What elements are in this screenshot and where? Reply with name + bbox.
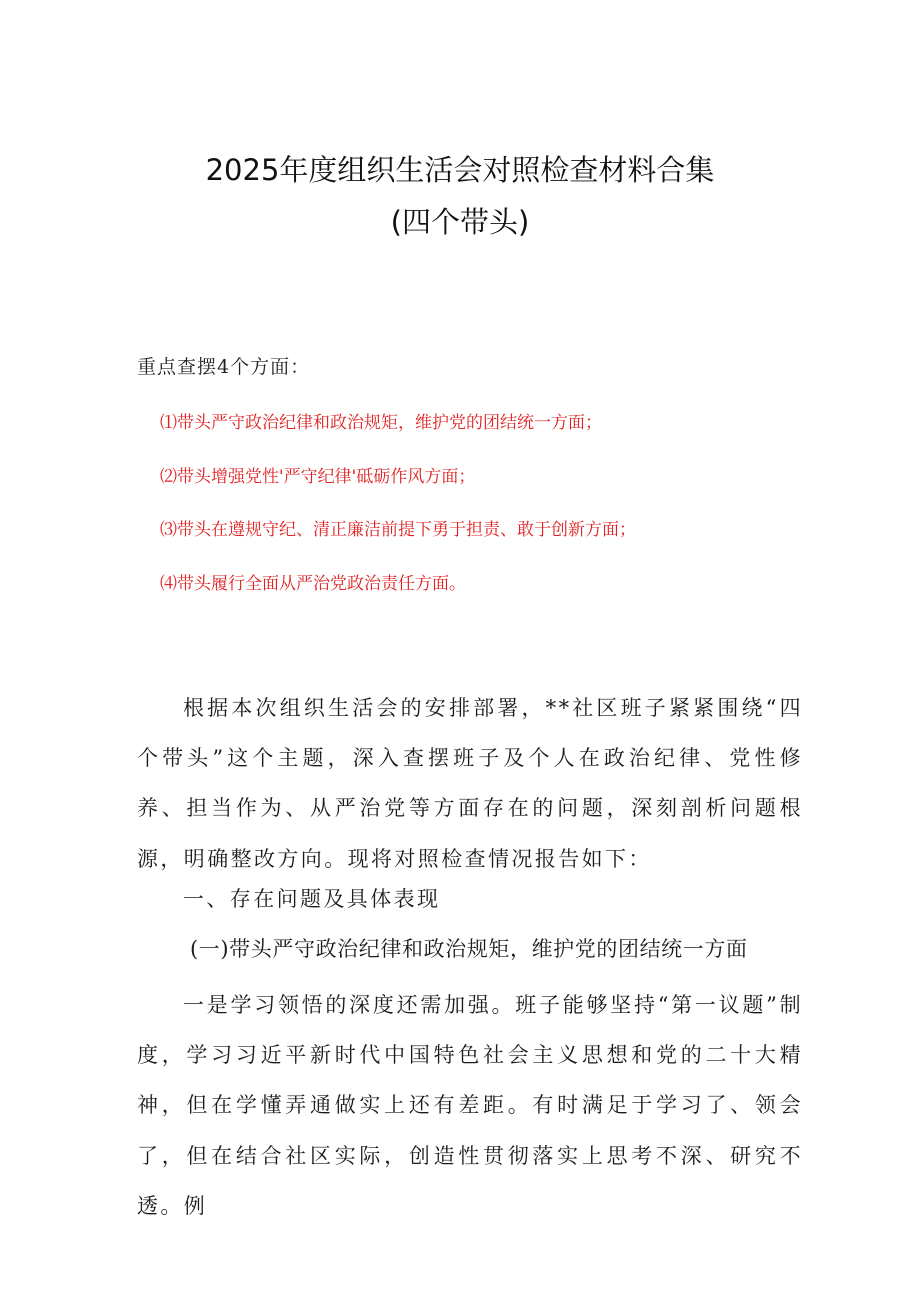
focus-heading: 重点查摆4个方面：: [137, 356, 311, 378]
focus-list: [160, 412, 636, 626]
intro-paragraph: 根据本次组织生活会的安排部署，**社区班子紧紧围绕“四个带头”这个主题，深入查摆班子及个人在政治纪律、党性修养、担当作为、从严治党等方面存在的问题，深刻剖析问题根源，明确整改方向。现将对照检查情况报告如下：: [137, 696, 803, 871]
subsection-heading: (一)带头严守政治纪律和政治规矩，维护党的团结统一方面: [190, 937, 748, 961]
section-heading: 一、存在问题及具体表现: [183, 887, 441, 911]
document-subtitle: (四个带头): [390, 205, 530, 239]
document-title: 2025年度组织生活会对照检查材料合集: [205, 153, 715, 187]
focus-item-1: ⑴带头严守政治纪律和政治规矩，维护党的团结统一方面；: [160, 413, 602, 433]
focus-item-4: ⑷带头履行全面从严治党政治责任方面。: [160, 573, 466, 594]
focus-item-3: ⑶带头在遵规守纪、清正廉洁前提下勇于担责、敢于创新方面；: [160, 520, 636, 540]
focus-item-2: ⑵带头增强党性'严守纪律'砥砺作风方面；: [160, 466, 476, 487]
point-paragraph: 一是学习领悟的深度还需加强。班子能够坚持“第一议题”制度，学习习近平新时代中国特色社会主义思想和党的二十大精神，但在学懂弄通做实上还有差距。有时满足于学习了、领会了，但在结合社区实际，创造性贯彻落实上思考不深、研究不透。例: [137, 993, 803, 1218]
